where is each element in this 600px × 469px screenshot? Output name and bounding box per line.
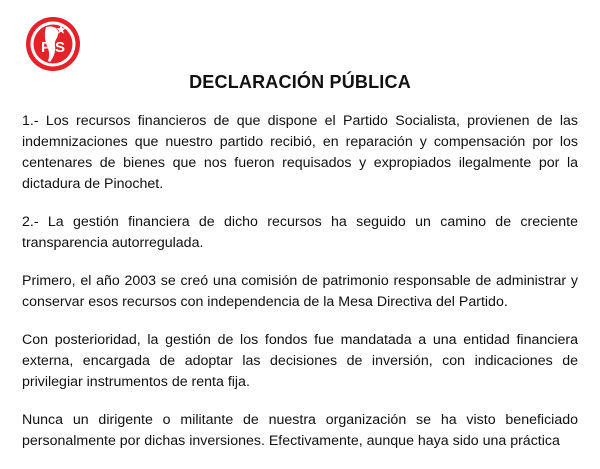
party-logo-emblem <box>24 15 82 73</box>
logo-letter-s: S <box>55 39 66 56</box>
document-title: DECLARACIÓN PÚBLICA <box>189 72 411 92</box>
paragraph-4: Con posterioridad, la gestión de los fondos fue mandatada a una entidad financiera externa, encargada de adoptar las decisiones de inversión, con indicaciones de privilegiar instrumentos de renta fija. <box>22 332 578 390</box>
party-logo <box>24 15 82 73</box>
paragraph-3: Primero, el año 2003 se creó una comisión de patrimonio responsable de administrar y conservar esos recursos con independencia de la Mesa Directiva del Partido. <box>22 273 578 310</box>
paragraph-2: 2.- La gestión financiera de dicho recursos ha seguido un camino de creciente transparencia autorregulada. <box>22 214 578 251</box>
paragraph-5: Nunca un dirigente o militante de nuestra organización se ha visto beneficiado personalmente por dichas inversiones. Efectivamente, aunque haya sido una práctica <box>22 412 578 449</box>
document-body <box>22 111 578 469</box>
paragraph-1: 1.- Los recursos financieros de que dispone el Partido Socialista, provienen de las indemnizaciones que nuestro partido recibió, en reparación y compensación por los centenares de bienes que nos fueron requisados y expropiados ilegalmente por la dictadura de Pinochet. <box>22 113 578 192</box>
logo-letter-p: P <box>41 39 52 56</box>
